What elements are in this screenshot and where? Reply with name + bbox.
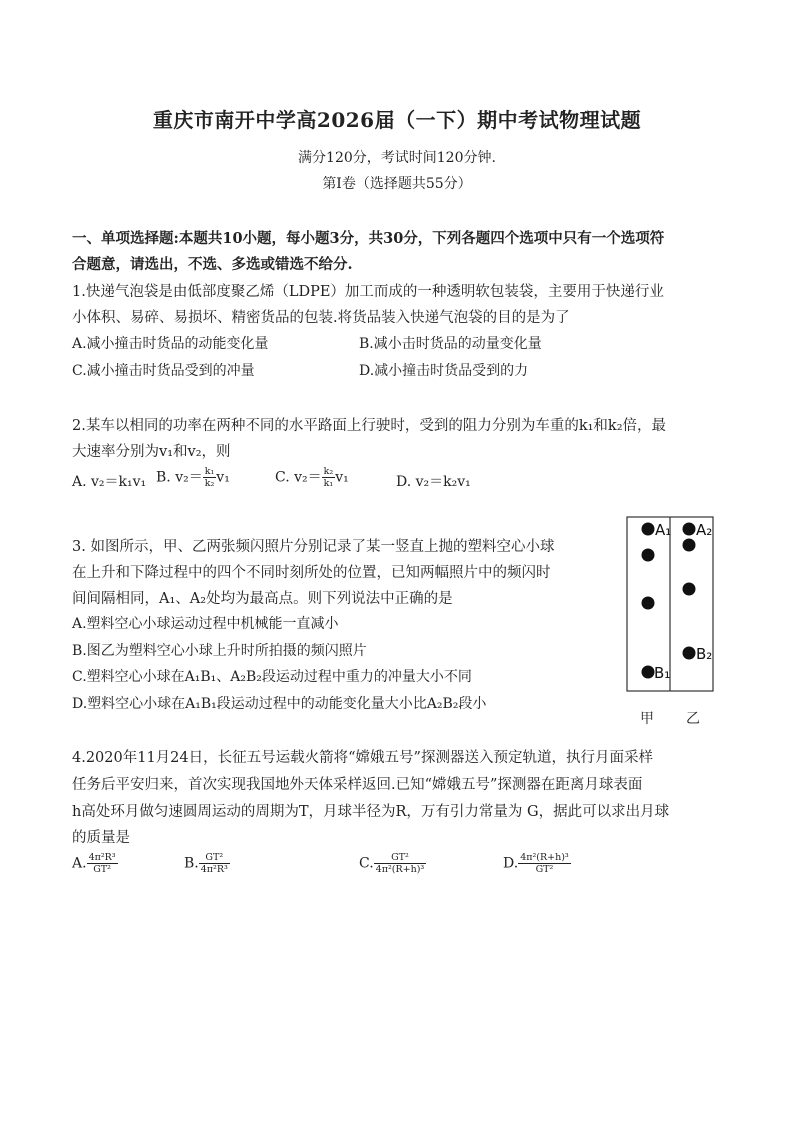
q4-option-d-numerator: 4π²(R+h)³: [520, 852, 569, 863]
page-title: 重庆市南开中学高2026届（一下）期中考试物理试题: [152, 108, 642, 132]
q2-option-b-fraction: [203, 466, 217, 489]
q2-option-b: [156, 466, 230, 489]
q4-option-b-fraction: [199, 852, 230, 875]
figure-caption-yi: 乙: [686, 711, 700, 727]
q4-stem-line-3: h高处环月做匀速圆周运动的周期为T，月球半径为R，万有引力常量为 G，据此可以求出月球: [72, 804, 670, 820]
q2-option-a: A. v₂＝k₁v₁: [72, 474, 147, 490]
q4-option-c-denominator: 4π²(R+h)³: [375, 864, 425, 875]
q2-option-b-prefix: B. v₂＝: [156, 469, 203, 486]
label-a1: A₁: [655, 521, 672, 539]
q3-option-d: D.塑料空心小球在A₁B₁段运动过程中的动能变化量大小比A₂B₂段小: [72, 696, 487, 712]
ball-b1: [642, 666, 655, 679]
q2-option-d: D. v₂＝k₂v₁: [396, 474, 471, 490]
q2-stem-line-1: 2.某车以相同的功率在两种不同的水平路面上行驶时，受到的阻力分别为车重的k₁和k₂倍，最: [72, 418, 667, 434]
q2-option-b-numerator: k₁: [204, 466, 215, 477]
q4-option-c-prefix: C.: [359, 855, 374, 872]
q4-stem-line-4: 的质量是: [72, 830, 130, 846]
ball-yi-3: [683, 583, 696, 596]
ball-jia-2: [642, 549, 655, 562]
q4-option-c-numerator: GT²: [374, 852, 427, 864]
figure-caption-jia: 甲: [640, 711, 654, 727]
q4-option-c: [359, 852, 426, 875]
q3-option-b: B.图乙为塑料空心小球上升时所拍摄的频闪照片: [72, 643, 367, 659]
score-info: 满分120分，考试时间120分钟.: [298, 150, 496, 166]
flash-photo-diagram: [626, 516, 716, 692]
q4-option-d-prefix: D.: [503, 855, 519, 872]
q2-option-b-denominator: k₂: [204, 478, 215, 489]
q2-option-b-suffix: v₁: [216, 469, 230, 486]
q4-option-d-fraction: [518, 852, 571, 875]
q4-option-a-fraction: [87, 852, 118, 875]
label-b1: B₁: [654, 664, 671, 682]
label-a2: A₂: [696, 521, 713, 539]
ball-a2: [683, 523, 696, 536]
q3-stem-line-3: 间间隔相同，A₁、A₂处均为最高点。则下列说法中正确的是: [72, 591, 453, 607]
q4-option-c-fraction: [374, 852, 427, 875]
q4-stem-line-2: 任务后平安归来，首次实现我国地外天体采样返回.已知“嫦娥五号”探测器在距离月球表面: [72, 777, 643, 793]
q1-stem-line-1: 1.快递气泡袋是由低部度聚乙烯（LDPE）加工而成的一种透明软包装袋，主要用于快递行业: [72, 284, 664, 300]
q2-option-c-denominator: k₁: [323, 478, 334, 489]
q1-option-c: C.减小撞击时货品受到的冲量: [72, 363, 255, 379]
ball-yi-2: [683, 539, 696, 552]
label-b2: B₂: [696, 645, 713, 663]
q1-option-b: B.减小击时货品的动量变化量: [359, 336, 542, 352]
q4-option-a-numerator: 4π²R³: [88, 852, 116, 863]
q3-option-a: A.塑料空心小球运动过程中机械能一直减小: [72, 616, 339, 632]
q4-option-d-denominator: GT²: [535, 864, 554, 875]
q2-option-c-prefix: C. v₂＝: [275, 469, 322, 486]
q2-option-c: [275, 466, 349, 489]
q1-option-d: D.减小撞击时货品受到的力: [359, 363, 529, 379]
q3-stem-line-1: 3. 如图所示，甲、乙两张频闪照片分别记录了某一竖直上抛的塑料空心小球: [72, 539, 555, 555]
q3-option-c: C.塑料空心小球在A₁B₁、A₂B₂段运动过程中重力的冲量大小不同: [72, 669, 472, 685]
q4-option-a-prefix: A.: [72, 855, 87, 872]
q4-option-a-denominator: GT²: [93, 864, 111, 875]
q2-option-c-fraction: [322, 466, 336, 489]
q3-stem-line-2: 在上升和下降过程中的四个不同时刻所处的位置，已知两幅照片中的频闪时: [72, 565, 551, 581]
ball-a1: [642, 523, 655, 536]
q2-option-c-suffix: v₁: [335, 469, 349, 486]
instructions-line-1: 一、单项选择题:本题共10小题，每小题3分，共30分，下列各题四个选项中只有一个选项符: [72, 230, 665, 247]
q4-option-b: [184, 852, 230, 875]
instructions-line-2: 合题意，请选出，不选、多选或错选不给分.: [72, 256, 353, 273]
q1-stem-line-2: 小体积、易碎、易损坏、精密货品的包装.将货品装入快递气泡袋的目的是为了: [72, 310, 570, 326]
q4-option-b-prefix: B.: [184, 855, 199, 872]
ball-b2: [683, 647, 696, 660]
section-heading: 第Ⅰ卷（选择题共55分）: [322, 176, 472, 192]
flash-photo-figure: [626, 516, 716, 692]
q4-stem-line-1: 4.2020年11月24日，长征五号运载火箭将“嫦娥五号”探测器送入预定轨道，执行月面采样: [72, 750, 653, 766]
q4-option-a: [72, 852, 118, 875]
q2-stem-line-2: 大速率分别为v₁和v₂，则: [72, 444, 231, 460]
q4-option-b-numerator: GT²: [199, 852, 230, 864]
q4-option-d: [503, 852, 571, 875]
q4-option-b-denominator: 4π²R³: [200, 864, 228, 875]
ball-jia-3: [642, 597, 655, 610]
q2-option-c-numerator: k₂: [323, 466, 334, 477]
q1-option-a: A.减小撞击时货品的动能变化量: [72, 336, 269, 352]
